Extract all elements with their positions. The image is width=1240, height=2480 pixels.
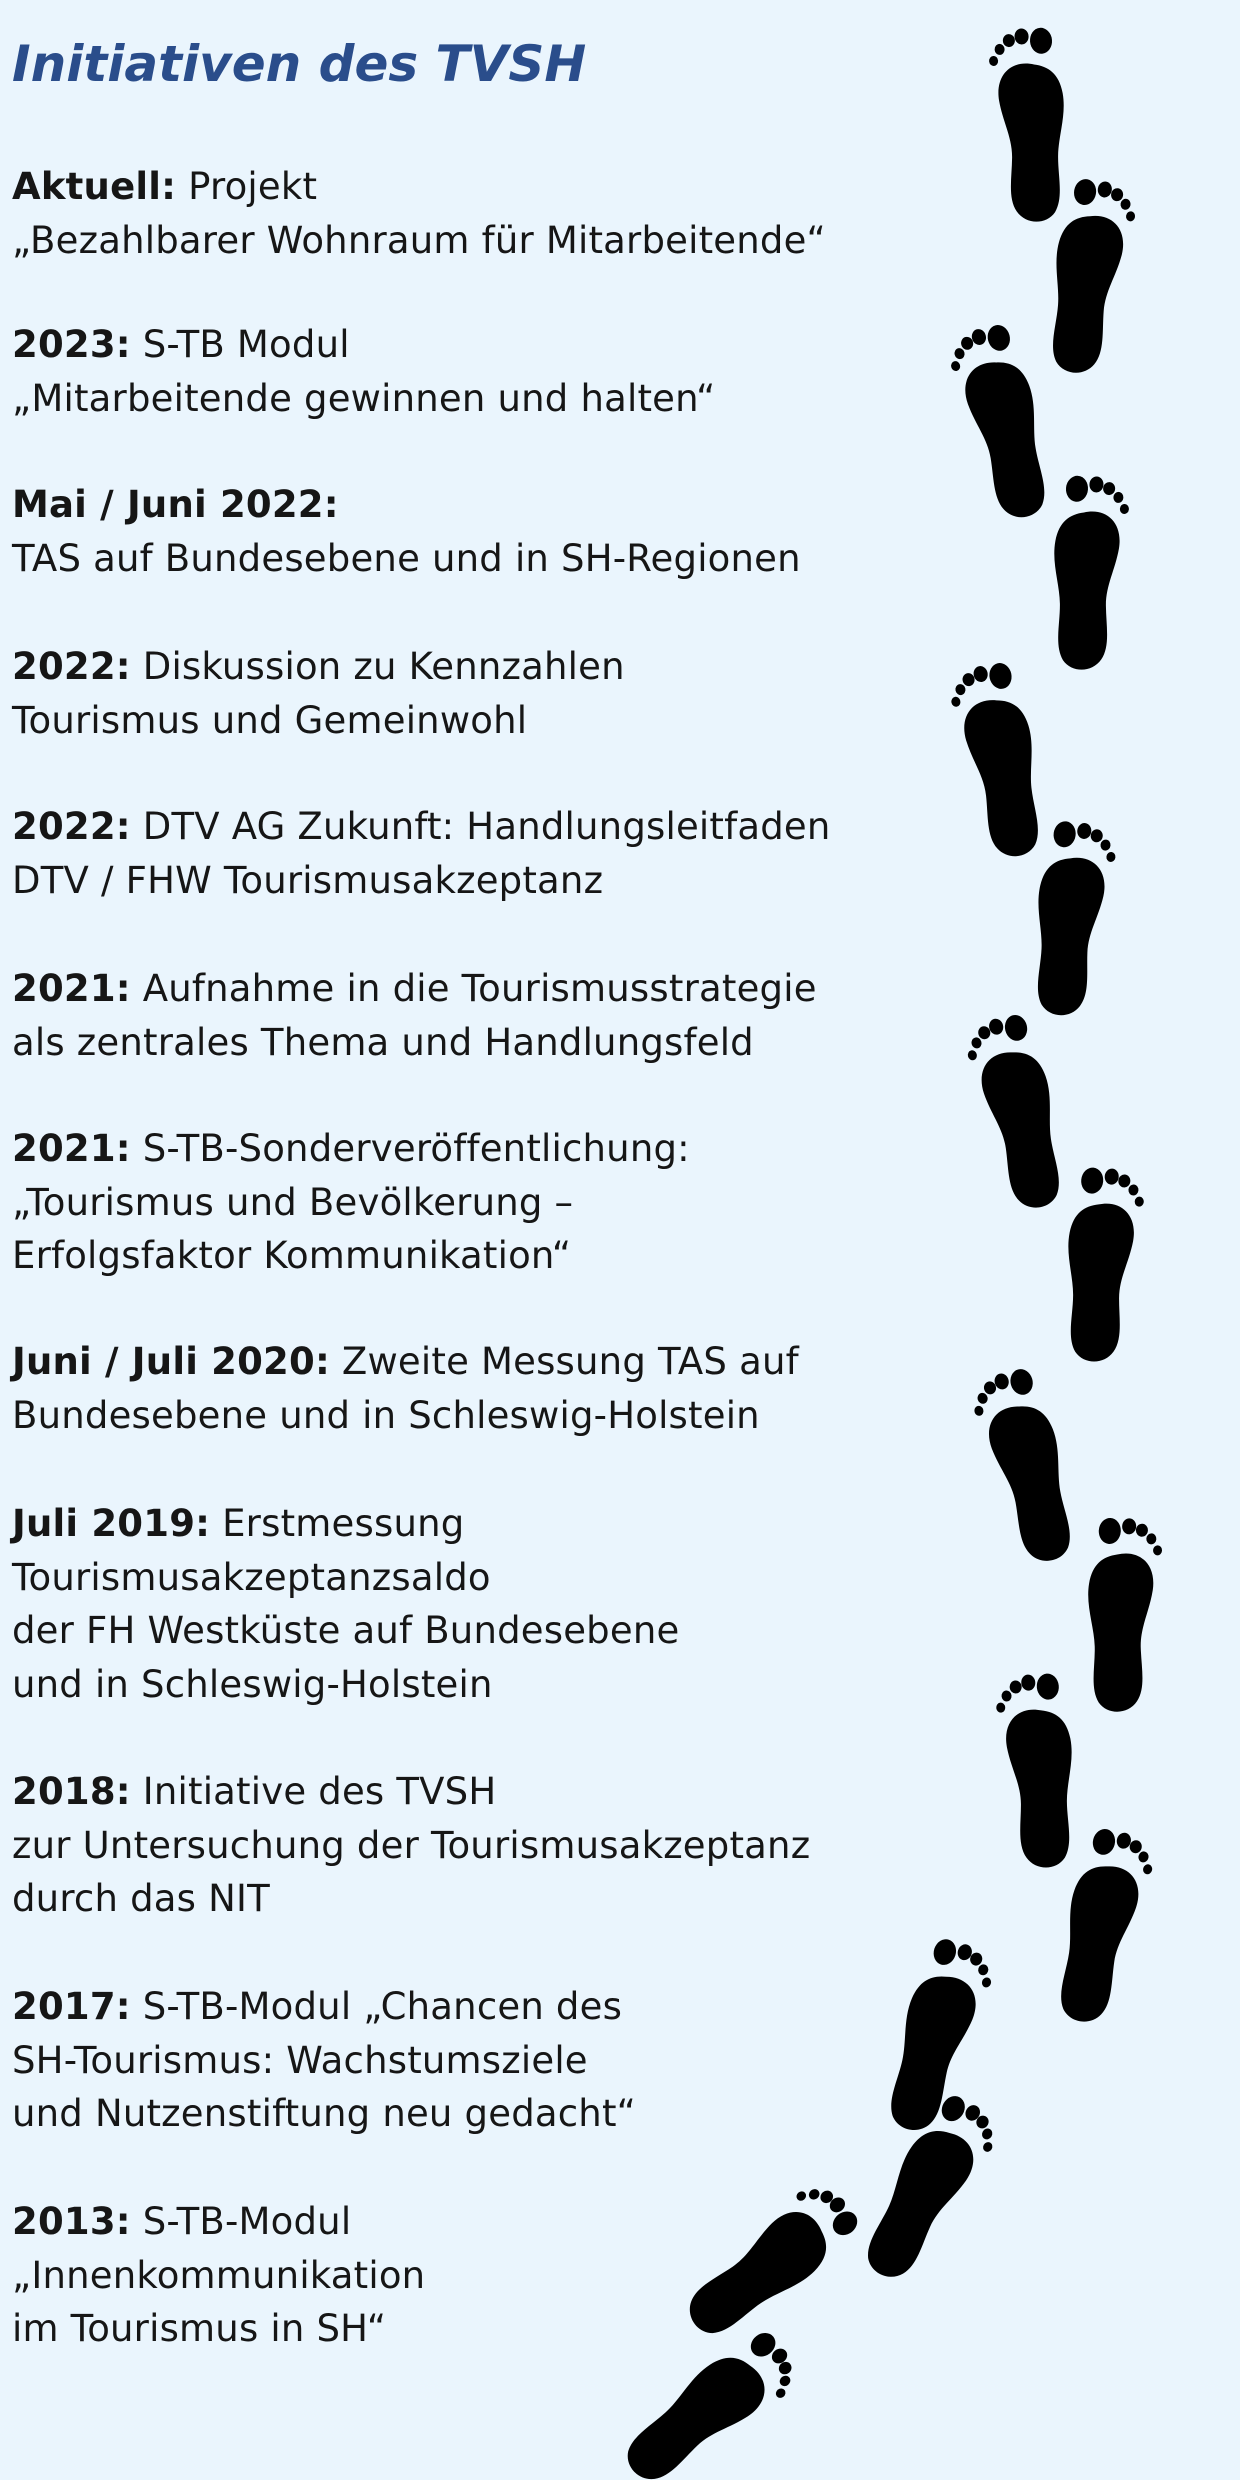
entry-text: Initiative des TVSH [142, 1770, 497, 1813]
entry-lead: 2022: [12, 805, 131, 848]
entry-lead: 2022: [12, 645, 131, 688]
entry-text: Projekt [188, 165, 318, 208]
entry-text: Tourismusakzeptanzsaldo [12, 1555, 491, 1599]
entry-text: im Tourismus in SH“ [12, 2307, 387, 2350]
entry-text: „Tourismus und Bevölkerung – [12, 1180, 574, 1224]
entry-text: Diskussion zu Kennzahlen [142, 645, 625, 688]
entry-text: Erfolgsfaktor Kommunikation“ [12, 1234, 572, 1277]
entry-lead: 2017: [12, 1985, 131, 2028]
footprint-icon [673, 2173, 867, 2352]
entry-text: Bundesebene und in Schleswig-Holstein [12, 1393, 760, 1437]
footprint-icon [945, 659, 1055, 863]
entry-lead: 2021: [12, 1127, 131, 1170]
entry-text: Zweite Messung TAS auf [341, 1340, 799, 1383]
entry-text: und in Schleswig-Holstein [12, 1662, 493, 1706]
entry-text: S-TB-Modul [142, 2200, 352, 2243]
footprint-icon [944, 320, 1063, 526]
entry-text: SH-Tourismus: Wachstumsziele [12, 2038, 588, 2082]
entry-text: DTV / FHW Tourismusakzeptanz [12, 858, 604, 902]
entry-text: durch das NIT [12, 1877, 270, 1920]
footprint-icon [961, 1010, 1077, 1215]
entry-lead: 2021: [12, 967, 131, 1010]
entry-lead: 2018: [12, 1770, 131, 1813]
entry-lead: Mai / Juni 2022: [12, 483, 339, 526]
footprint-icon [993, 1671, 1084, 1871]
entry-text: „Bezahlbarer Wohnraum für Mitarbeitende“ [12, 218, 826, 262]
entry-text: „Mitarbeitende gewinnen und halten“ [12, 376, 716, 420]
footprint-icon [1080, 1516, 1164, 1714]
entry-text: „Innenkommunikation [12, 2253, 426, 2297]
footprint-icon [611, 2323, 807, 2480]
entry-text: S-TB-Modul „Chancen des [142, 1985, 623, 2028]
footprint-icon [986, 25, 1073, 224]
entry-text: DTV AG Zukunft: Handlungsleitfaden [142, 805, 831, 848]
entry-lead: Aktuell: [12, 165, 177, 208]
page-title: Initiativen des TVSH [12, 35, 587, 93]
entry-text: zur Untersuchung der Tourismusakzeptanz [12, 1823, 811, 1867]
entry-text: Erstmessung [222, 1502, 465, 1545]
footprint-icon [966, 1364, 1087, 1570]
entry-lead: 2023: [12, 323, 131, 366]
entry-lead: 2013: [12, 2200, 131, 2243]
footprint-icon [1056, 1165, 1147, 1365]
entry-text: als zentrales Thema und Handlungsfeld [12, 1020, 754, 1064]
footprint-icon [873, 1933, 1000, 2139]
entry-text: Aufnahme in die Tourismusstrategie [142, 967, 817, 1010]
entry-text: TAS auf Bundesebene und in SH-Regionen [12, 536, 801, 580]
entry-text: S-TB-Sonderveröffentlichung: [142, 1127, 690, 1170]
entry-text: S-TB Modul [142, 323, 350, 366]
entry-text: der FH Westküste auf Bundesebene [12, 1609, 680, 1652]
entry-text: Tourismus und Gemeinwohl [12, 698, 528, 742]
entry-lead: Juli 2019: [12, 1502, 211, 1545]
footprint-icon [1044, 473, 1131, 672]
footprint-icon [1022, 818, 1119, 1020]
entry-lead: Juni / Juli 2020: [12, 1340, 330, 1383]
entry-text: und Nutzenstiftung neu gedacht“ [12, 2092, 637, 2135]
